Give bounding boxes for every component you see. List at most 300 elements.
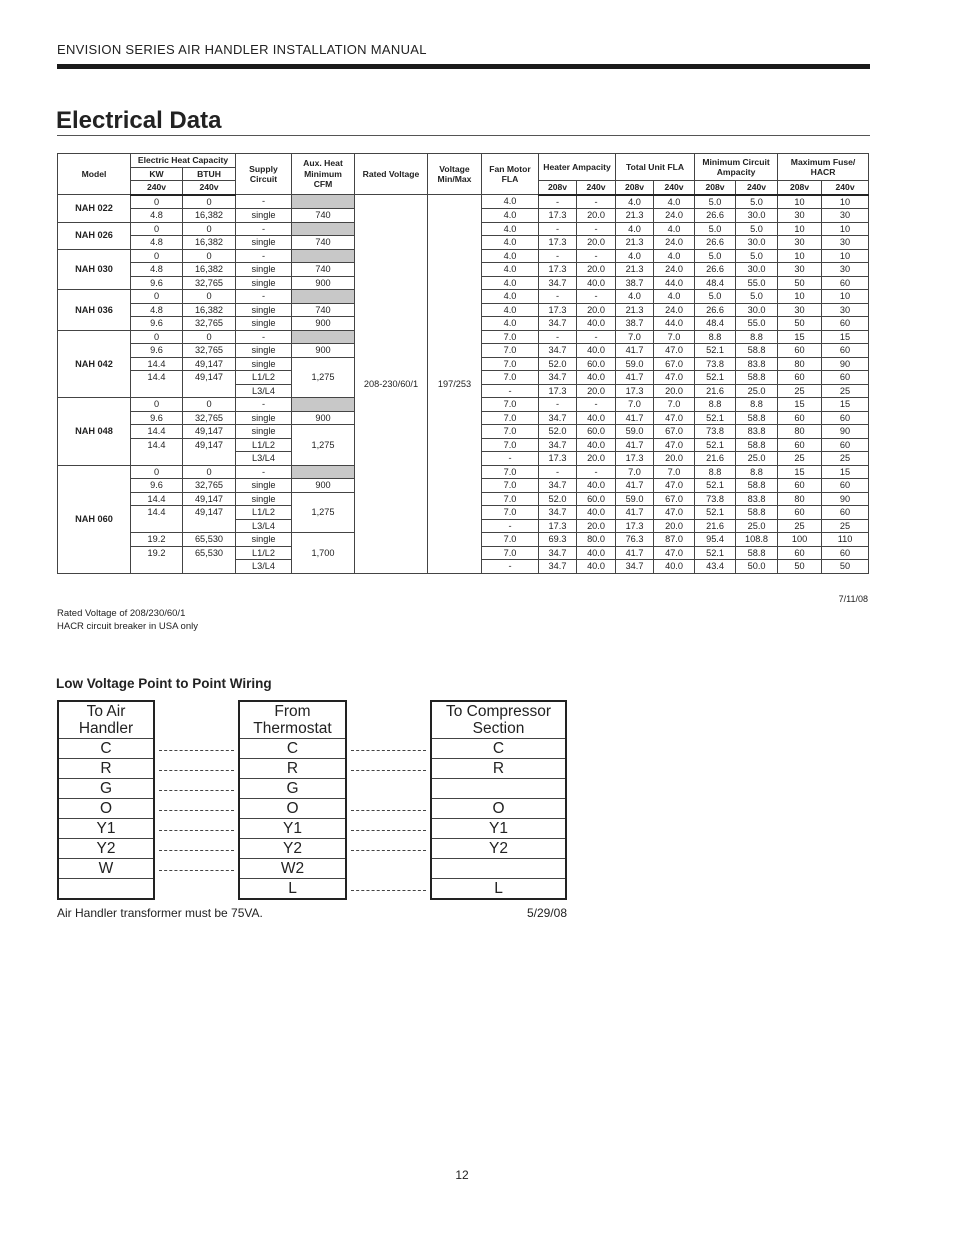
ha240-cell: - [577,249,616,263]
col-supply-circuit: Supply Circuit [236,154,292,195]
ha240-cell: 20.0 [577,519,616,533]
model-name: NAH 060 [58,465,131,573]
fla208-cell: 76.3 [616,533,654,547]
col-fan-motor-fla: Fan Motor FLA [482,154,539,195]
mca208-cell: 95.4 [695,533,736,547]
fan-cell: 7.0 [482,357,539,371]
mca240-cell: 5.0 [736,195,778,209]
fla240-cell: 47.0 [654,546,695,560]
fan-cell: 7.0 [482,371,539,385]
fla240-cell: 4.0 [654,222,695,236]
ha240-cell: 40.0 [577,479,616,493]
ha240-cell: 20.0 [577,263,616,277]
fan-cell: 4.0 [482,249,539,263]
ha240-cell: 20.0 [577,209,616,223]
fuse208-cell: 60 [778,546,822,560]
aux-cfm-cell [292,465,355,479]
ha240-cell: 40.0 [577,560,616,574]
supply-circuit-cell: L3/L4 [236,519,292,533]
fan-cell: - [482,384,539,398]
col-electric-heat: Electric Heat Capacity [131,154,236,168]
fuse240-cell: 15 [822,465,869,479]
aux-cfm-cell: 740 [292,209,355,223]
mca240-cell: 58.8 [736,479,778,493]
supply-circuit-cell: single [236,492,292,506]
terminal-cell: R [239,759,346,779]
btuh-cell: 49,147 [183,492,236,506]
btuh-cell: 16,382 [183,209,236,223]
terminal-cell: C [58,739,154,759]
ha208-cell: - [539,330,577,344]
aux-cfm-cell: 900 [292,344,355,358]
fuse240-cell: 90 [822,425,869,439]
ha208-cell: 34.7 [539,276,577,290]
terminal-cell [431,779,566,799]
ha240-cell: 40.0 [577,438,616,452]
fla208-cell: 59.0 [616,357,654,371]
rated-voltage-cell: 208-230/60/1 [355,195,428,574]
aux-cfm-cell [292,330,355,344]
fuse208-cell: 60 [778,479,822,493]
mca208-cell: 52.1 [695,546,736,560]
mca240-cell: 55.0 [736,276,778,290]
ha208-cell: - [539,222,577,236]
fuse240-cell: 50 [822,560,869,574]
kw-cell: 9.6 [131,317,183,331]
ha240-cell: 40.0 [577,546,616,560]
fan-cell: - [482,560,539,574]
supply-circuit-cell: L3/L4 [236,560,292,574]
ha208-cell: 17.3 [539,384,577,398]
ha240-cell: - [577,398,616,412]
kw-cell: 4.8 [131,263,183,277]
supply-circuit-cell: single [236,411,292,425]
col-kw: KW [131,167,183,181]
mca208-cell: 52.1 [695,344,736,358]
wire-connection-line [351,750,426,751]
mca208-cell: 43.4 [695,560,736,574]
btuh-cell: 49,147 [183,371,236,398]
supply-circuit-cell: single [236,479,292,493]
fuse240-cell: 25 [822,384,869,398]
ha240-cell: 40.0 [577,344,616,358]
fuse240-cell: 60 [822,344,869,358]
fuse208-cell: 60 [778,438,822,452]
mca240-cell: 83.8 [736,425,778,439]
mca208-cell: 5.0 [695,195,736,209]
supply-circuit-cell: L1/L2 [236,438,292,452]
voltage-minmax-cell: 197/253 [428,195,482,574]
aux-cfm-cell: 900 [292,411,355,425]
terminal-cell: Y1 [239,819,346,839]
fuse240-cell: 30 [822,303,869,317]
btuh-cell: 49,147 [183,438,236,465]
fuse240-cell: 15 [822,398,869,412]
wiring-date: 5/29/08 [526,906,567,920]
supply-circuit-cell: L1/L2 [236,371,292,385]
kw-cell: 9.6 [131,479,183,493]
fan-cell: 7.0 [482,425,539,439]
fuse240-cell: 60 [822,411,869,425]
fuse208-cell: 30 [778,209,822,223]
fla208-cell: 41.7 [616,506,654,520]
fla240-cell: 40.0 [654,560,695,574]
title-rule [57,135,870,136]
fla208-cell: 38.7 [616,276,654,290]
kw-cell: 0 [131,330,183,344]
model-name: NAH 048 [58,398,131,466]
fan-cell: 4.0 [482,303,539,317]
fla208-cell: 7.0 [616,465,654,479]
aux-cfm-cell [292,195,355,209]
ha240-cell: 60.0 [577,492,616,506]
ha240-cell: - [577,465,616,479]
fan-cell: 4.0 [482,195,539,209]
fla208-cell: 17.3 [616,519,654,533]
air-handler-terminals [57,700,155,900]
wire-connection-line [351,850,426,851]
fuse240-cell: 10 [822,290,869,304]
wire-connection-line [351,890,426,891]
fan-cell: 7.0 [482,344,539,358]
btuh-cell: 49,147 [183,425,236,439]
fuse240-cell: 60 [822,276,869,290]
fla208-cell: 7.0 [616,330,654,344]
fuse208-cell: 15 [778,330,822,344]
wire-connection-line [159,830,234,831]
fla208-cell: 21.3 [616,303,654,317]
kw-cell: 14.4 [131,438,183,465]
fla240-cell: 20.0 [654,384,695,398]
terminal-cell: R [58,759,154,779]
aux-cfm-cell: 900 [292,479,355,493]
fan-cell: 7.0 [482,506,539,520]
ha240-cell: 40.0 [577,371,616,385]
fuse208-cell: 80 [778,492,822,506]
fuse208-cell: 10 [778,249,822,263]
fla208-cell: 41.7 [616,438,654,452]
page-title: Electrical Data [56,107,222,134]
aux-cfm-cell: 1,275 [292,425,355,466]
aux-cfm-cell [292,249,355,263]
ha240-cell: 20.0 [577,452,616,466]
mca208-cell: 5.0 [695,290,736,304]
mca240-cell: 30.0 [736,263,778,277]
mca240-cell: 5.0 [736,249,778,263]
electrical-data-table [57,153,869,574]
kw-cell: 9.6 [131,276,183,290]
fla208-cell: 21.3 [616,236,654,250]
page-number: 12 [455,1168,469,1182]
manual-header: ENVISION SERIES AIR HANDLER INSTALLATION MANUAL [57,42,427,57]
wire-connection-line [351,830,426,831]
ha240-cell: 40.0 [577,276,616,290]
fuse208-cell: 30 [778,303,822,317]
terminal-cell: G [239,779,346,799]
mca240-cell: 58.8 [736,411,778,425]
ha208-cell: - [539,290,577,304]
mca208-cell: 52.1 [695,371,736,385]
fuse240-cell: 10 [822,222,869,236]
mca240-cell: 58.8 [736,438,778,452]
ha208-cell: 34.7 [539,506,577,520]
terminal-cell: C [431,739,566,759]
ha208-cell: 34.7 [539,479,577,493]
btuh-cell: 0 [183,195,236,209]
mca208-cell: 8.8 [695,398,736,412]
mca240-cell: 30.0 [736,236,778,250]
terminal-cell: L [431,879,566,900]
mca208-cell: 48.4 [695,317,736,331]
compressor-header [431,701,566,739]
wire-connection-line [159,750,234,751]
mca240-cell: 55.0 [736,317,778,331]
mca208-cell: 52.1 [695,438,736,452]
fla240-cell: 67.0 [654,357,695,371]
ha208-cell: 52.0 [539,357,577,371]
fla240-cell: 20.0 [654,519,695,533]
electrical-data-body [58,195,869,574]
terminal-cell [58,879,154,900]
fla240-cell: 24.0 [654,303,695,317]
fan-cell: 4.0 [482,317,539,331]
fla208-cell: 41.7 [616,344,654,358]
aux-cfm-cell: 900 [292,317,355,331]
col-fuse-208v: 208v [778,181,822,195]
fla240-cell: 44.0 [654,276,695,290]
mca208-cell: 21.6 [695,519,736,533]
fuse240-cell: 110 [822,533,869,547]
fuse240-cell: 10 [822,195,869,209]
aux-cfm-cell: 1,275 [292,357,355,398]
fuse240-cell: 60 [822,317,869,331]
terminal-cell: Y1 [431,819,566,839]
fan-cell: 4.0 [482,263,539,277]
kw-cell: 0 [131,290,183,304]
supply-circuit-cell: single [236,276,292,290]
ha240-cell: 80.0 [577,533,616,547]
col-rated-voltage: Rated Voltage [355,154,428,195]
fla240-cell: 47.0 [654,438,695,452]
btuh-cell: 65,530 [183,533,236,547]
supply-circuit-cell: - [236,222,292,236]
kw-cell: 14.4 [131,371,183,398]
fla240-cell: 47.0 [654,479,695,493]
col-min-circuit-ampacity: Minimum Circuit Ampacity [695,154,778,181]
kw-cell: 19.2 [131,546,183,573]
fla208-cell: 4.0 [616,222,654,236]
aux-cfm-cell [292,398,355,412]
btuh-cell: 32,765 [183,317,236,331]
fla240-cell: 24.0 [654,236,695,250]
col-mca-208v: 208v [695,181,736,195]
supply-circuit-cell: L3/L4 [236,452,292,466]
fan-cell: - [482,519,539,533]
header-line: To Compressor [445,703,552,720]
terminal-cell: O [58,799,154,819]
fla240-cell: 67.0 [654,492,695,506]
supply-circuit-cell: single [236,263,292,277]
fuse208-cell: 60 [778,506,822,520]
fla208-cell: 4.0 [616,290,654,304]
btuh-cell: 0 [183,290,236,304]
fuse208-cell: 15 [778,398,822,412]
btuh-cell: 0 [183,465,236,479]
mca240-cell: 58.8 [736,546,778,560]
fla240-cell: 7.0 [654,465,695,479]
col-aux-heat-cfm: Aux. Heat Minimum CFM [292,154,355,195]
mca208-cell: 73.8 [695,492,736,506]
ha208-cell: - [539,195,577,209]
fuse240-cell: 60 [822,506,869,520]
fuse208-cell: 60 [778,411,822,425]
supply-circuit-cell: single [236,317,292,331]
ha208-cell: 17.3 [539,236,577,250]
mca208-cell: 26.6 [695,209,736,223]
col-total-unit-fla: Total Unit FLA [616,154,695,181]
wire-connection-line [159,870,234,871]
fuse240-cell: 60 [822,546,869,560]
terminal-cell: G [58,779,154,799]
ha240-cell: - [577,330,616,344]
col-btuh-240v: 240v [183,181,236,195]
fuse240-cell: 60 [822,479,869,493]
fan-cell: 4.0 [482,290,539,304]
fan-cell: - [482,452,539,466]
mca240-cell: 83.8 [736,492,778,506]
mca240-cell: 58.8 [736,371,778,385]
fan-cell: 7.0 [482,411,539,425]
supply-circuit-cell: - [236,330,292,344]
ha240-cell: 20.0 [577,384,616,398]
col-btuh: BTUH [183,167,236,181]
aux-cfm-cell: 740 [292,236,355,250]
fan-cell: 7.0 [482,465,539,479]
fla240-cell: 20.0 [654,452,695,466]
btuh-cell: 0 [183,330,236,344]
fan-cell: 7.0 [482,479,539,493]
fla208-cell: 41.7 [616,371,654,385]
fuse240-cell: 30 [822,209,869,223]
wire-connection-line [351,770,426,771]
model-name: NAH 036 [58,290,131,331]
note-rated-voltage: Rated Voltage of 208/230/60/1 [57,608,186,619]
supply-circuit-cell: - [236,249,292,263]
thermostat-header [239,701,346,739]
compressor-terminals [430,700,567,900]
fla240-cell: 4.0 [654,290,695,304]
terminal-cell: O [239,799,346,819]
kw-cell: 14.4 [131,492,183,506]
fuse208-cell: 60 [778,344,822,358]
fla240-cell: 7.0 [654,398,695,412]
fuse208-cell: 80 [778,357,822,371]
supply-circuit-cell: single [236,533,292,547]
wire-connection-line [159,790,234,791]
btuh-cell: 32,765 [183,411,236,425]
terminal-cell: Y2 [239,839,346,859]
wire-connection-line [159,770,234,771]
mca240-cell: 5.0 [736,290,778,304]
supply-circuit-cell: single [236,236,292,250]
table-row [58,195,869,209]
col-voltage-minmax: Voltage Min/Max [428,154,482,195]
mca208-cell: 52.1 [695,479,736,493]
fla208-cell: 59.0 [616,425,654,439]
fuse240-cell: 15 [822,330,869,344]
col-fla-240v: 240v [654,181,695,195]
fla208-cell: 4.0 [616,249,654,263]
terminal-cell: C [239,739,346,759]
mca240-cell: 50.0 [736,560,778,574]
aux-cfm-cell: 740 [292,263,355,277]
air-handler-header [58,701,154,739]
terminal-cell: Y2 [431,839,566,859]
header-line: Handler [78,720,134,737]
mca208-cell: 73.8 [695,357,736,371]
col-kw-240v: 240v [131,181,183,195]
fuse240-cell: 30 [822,236,869,250]
btuh-cell: 49,147 [183,506,236,533]
kw-cell: 14.4 [131,425,183,439]
fuse240-cell: 60 [822,371,869,385]
mca240-cell: 8.8 [736,330,778,344]
supply-circuit-cell: single [236,344,292,358]
terminal-cell [431,859,566,879]
ha240-cell: 60.0 [577,425,616,439]
fla240-cell: 4.0 [654,195,695,209]
fuse208-cell: 10 [778,222,822,236]
supply-circuit-cell: single [236,357,292,371]
header-line: Section [472,720,525,737]
fan-cell: 7.0 [482,492,539,506]
terminal-cell: O [431,799,566,819]
mca208-cell: 8.8 [695,465,736,479]
col-mca-240v: 240v [736,181,778,195]
ha240-cell: - [577,195,616,209]
fla240-cell: 87.0 [654,533,695,547]
fuse240-cell: 25 [822,452,869,466]
ha208-cell: 69.3 [539,533,577,547]
supply-circuit-cell: L3/L4 [236,384,292,398]
fuse240-cell: 30 [822,263,869,277]
fan-cell: 7.0 [482,546,539,560]
fla208-cell: 38.7 [616,317,654,331]
model-name: NAH 022 [58,195,131,223]
col-ha-240v: 240v [577,181,616,195]
kw-cell: 0 [131,249,183,263]
wire-connection-line [159,850,234,851]
model-name: NAH 026 [58,222,131,249]
btuh-cell: 32,765 [183,479,236,493]
col-model: Model [58,154,131,195]
fuse208-cell: 10 [778,290,822,304]
aux-cfm-cell: 740 [292,303,355,317]
ha240-cell: - [577,290,616,304]
aux-cfm-cell [292,290,355,304]
aux-cfm-cell: 900 [292,276,355,290]
fan-cell: 4.0 [482,209,539,223]
fla240-cell: 24.0 [654,209,695,223]
supply-circuit-cell: - [236,465,292,479]
mca208-cell: 26.6 [695,303,736,317]
ha208-cell: 34.7 [539,560,577,574]
mca240-cell: 30.0 [736,209,778,223]
fla240-cell: 47.0 [654,344,695,358]
fuse208-cell: 100 [778,533,822,547]
fan-cell: 4.0 [482,276,539,290]
kw-cell: 14.4 [131,357,183,371]
